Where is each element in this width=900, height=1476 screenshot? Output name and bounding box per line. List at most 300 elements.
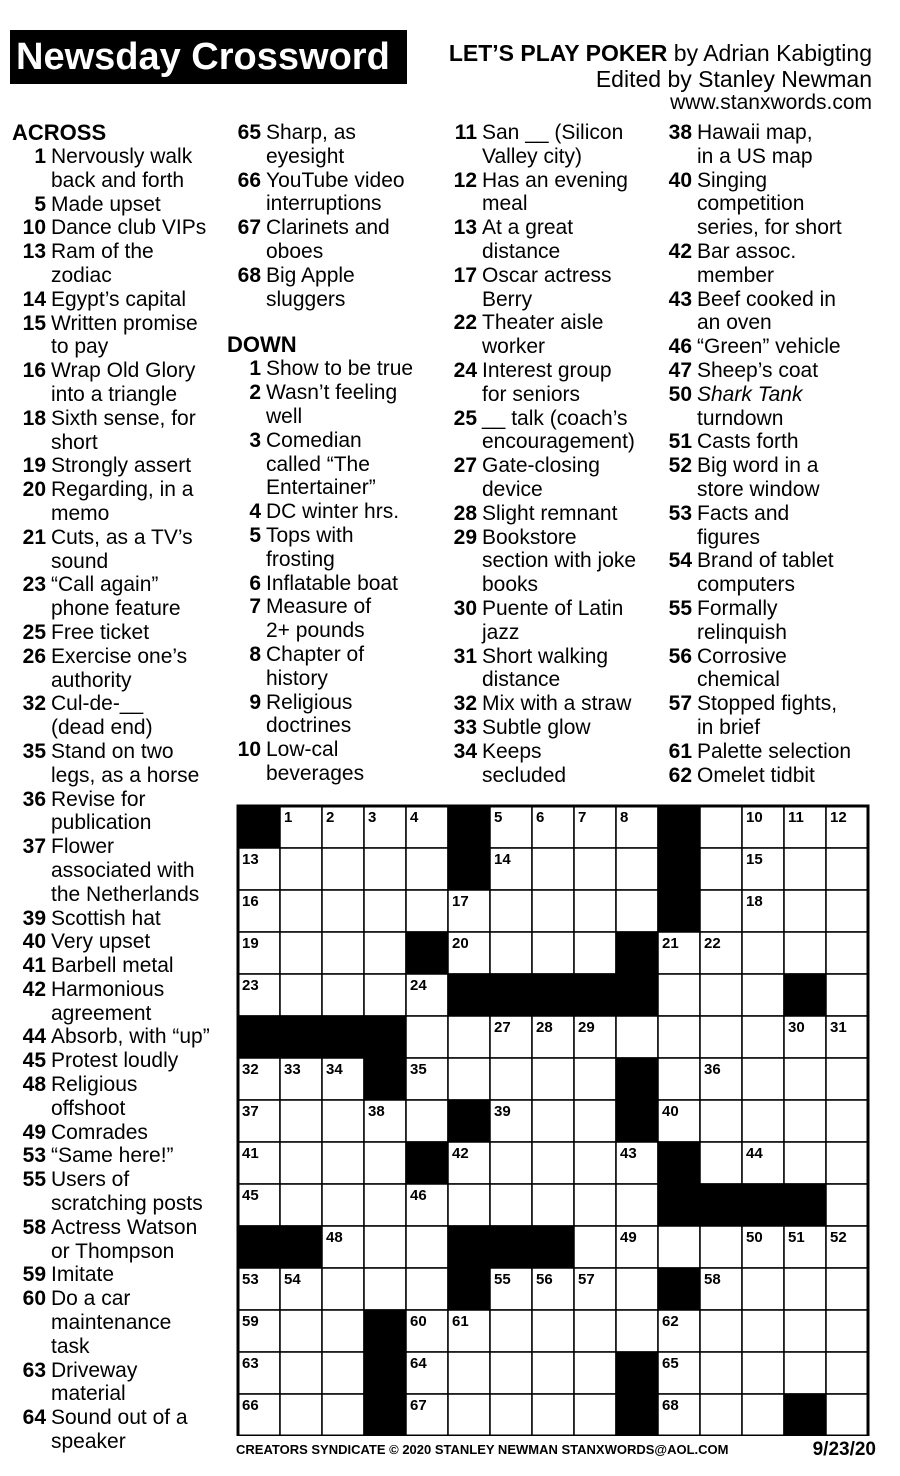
newspaper-title: Newsday Crossword <box>10 30 407 84</box>
grid-cell[interactable] <box>742 1352 784 1394</box>
grid-block <box>532 974 574 1016</box>
grid-cell[interactable] <box>784 1352 826 1394</box>
clue-number: 62 <box>668 763 692 787</box>
grid-cell[interactable] <box>700 806 742 848</box>
grid-cell[interactable] <box>700 890 742 932</box>
clue-text: Regarding, in a memo <box>51 478 194 525</box>
down-clue[interactable] <box>658 454 898 502</box>
across-clue[interactable] <box>12 835 237 906</box>
clue-text: Inflatable boat <box>266 571 398 595</box>
grid-cell[interactable] <box>574 848 616 890</box>
grid-cell[interactable] <box>784 932 826 974</box>
grid-cell[interactable] <box>826 1310 868 1352</box>
grid-cell[interactable] <box>364 848 406 890</box>
grid-cell[interactable] <box>406 848 448 890</box>
clue-number: 57 <box>668 692 692 716</box>
grid-cell[interactable] <box>280 848 322 890</box>
clue-number: 12 <box>453 168 477 192</box>
clue-text: Casts forth <box>697 430 799 454</box>
across-clue[interactable] <box>12 1263 237 1287</box>
clue-number: 22 <box>453 311 477 335</box>
grid-cell[interactable] <box>700 1226 742 1268</box>
grid-cell[interactable] <box>406 1268 448 1310</box>
grid-cell[interactable] <box>322 974 364 1016</box>
grid-cell[interactable] <box>280 1184 322 1226</box>
grid-block <box>364 1058 406 1100</box>
grid-cell[interactable] <box>448 1184 490 1226</box>
across-clue[interactable] <box>227 264 452 312</box>
clue-number: 54 <box>668 549 692 573</box>
grid-cell[interactable] <box>406 1100 448 1142</box>
cell-number: 42 <box>452 1145 469 1162</box>
grid-cell[interactable] <box>532 1394 574 1436</box>
grid-cell[interactable] <box>826 932 868 974</box>
down-clue[interactable] <box>443 526 668 597</box>
grid-cell[interactable] <box>784 1268 826 1310</box>
clue-number: 32 <box>22 692 46 716</box>
cell-number: 57 <box>578 1271 595 1288</box>
grid-cell[interactable] <box>826 1184 868 1226</box>
grid-cell[interactable] <box>784 1310 826 1352</box>
grid-cell[interactable] <box>490 932 532 974</box>
grid-cell[interactable] <box>574 1394 616 1436</box>
grid-cell[interactable] <box>574 1226 616 1268</box>
across-clue[interactable] <box>12 788 237 836</box>
grid-cell[interactable] <box>784 890 826 932</box>
grid-cell[interactable] <box>280 1100 322 1142</box>
grid-cell[interactable] <box>280 890 322 932</box>
down-clue[interactable] <box>227 381 452 429</box>
cell-number: 43 <box>620 1145 637 1162</box>
grid-cell[interactable] <box>364 1268 406 1310</box>
grid-cell[interactable] <box>532 1184 574 1226</box>
grid-cell[interactable] <box>322 890 364 932</box>
grid-cell[interactable] <box>490 1058 532 1100</box>
down-clue[interactable] <box>227 524 452 572</box>
clue-text: Subtle glow <box>482 715 591 739</box>
down-clue[interactable] <box>443 502 668 526</box>
across-clue[interactable] <box>12 621 237 645</box>
grid-cell[interactable] <box>280 974 322 1016</box>
down-clue[interactable] <box>658 764 898 788</box>
clue-text: Cuts, as a TV’s sound <box>51 525 193 573</box>
cell-number: 5 <box>494 809 503 826</box>
cell-number: 52 <box>830 1229 847 1246</box>
clue-text: Corrosive chemical <box>697 644 787 692</box>
cell-number: 61 <box>452 1313 469 1330</box>
grid-cell[interactable] <box>406 1016 448 1058</box>
down-clue[interactable] <box>658 359 898 383</box>
down-clue[interactable] <box>658 169 898 240</box>
grid-cell[interactable] <box>532 1100 574 1142</box>
across-clue[interactable] <box>227 169 452 217</box>
across-clue[interactable] <box>12 288 237 312</box>
cell-number: 68 <box>662 1397 679 1414</box>
down-clue[interactable] <box>227 691 452 739</box>
grid-cell[interactable] <box>784 1100 826 1142</box>
grid-cell[interactable] <box>406 1226 448 1268</box>
down-clue[interactable] <box>443 597 668 645</box>
clue-text: Sound out of a speaker <box>51 1406 188 1454</box>
grid-cell[interactable] <box>574 890 616 932</box>
clue-text: Singing competition series, for short <box>697 168 842 240</box>
cell-number: 64 <box>410 1355 427 1372</box>
across-clue[interactable] <box>227 216 452 264</box>
grid-cell[interactable] <box>742 932 784 974</box>
cell-number: 36 <box>704 1061 721 1078</box>
clue-number: 61 <box>668 739 692 763</box>
grid-cell[interactable] <box>322 848 364 890</box>
clue-text: “Green” vehicle <box>697 335 841 359</box>
grid-cell[interactable] <box>658 1058 700 1100</box>
down-clue[interactable] <box>443 454 668 502</box>
grid-cell[interactable] <box>280 1142 322 1184</box>
cell-number: 66 <box>242 1397 259 1414</box>
grid-cell[interactable] <box>574 1352 616 1394</box>
grid-cell[interactable] <box>700 1016 742 1058</box>
grid-cell[interactable] <box>826 1352 868 1394</box>
grid-cell[interactable] <box>658 974 700 1016</box>
grid-cell[interactable] <box>490 1142 532 1184</box>
grid-cell[interactable] <box>490 1394 532 1436</box>
cell-number: 28 <box>536 1019 553 1036</box>
clue-text: Very upset <box>51 930 151 954</box>
down-clue[interactable] <box>443 740 668 788</box>
cell-number: 23 <box>242 977 259 994</box>
grid-cell[interactable] <box>826 974 868 1016</box>
across-clue[interactable] <box>227 121 452 169</box>
cell-number: 7 <box>578 809 587 826</box>
down-clue[interactable] <box>227 595 452 643</box>
across-clue[interactable] <box>12 645 237 693</box>
grid-cell[interactable] <box>616 848 658 890</box>
cell-number: 53 <box>242 1271 259 1288</box>
down-clue[interactable] <box>443 359 668 407</box>
cell-number: 46 <box>410 1187 427 1204</box>
clue-number: 43 <box>668 287 692 311</box>
down-clue[interactable] <box>443 169 668 217</box>
grid-cell[interactable] <box>322 1184 364 1226</box>
grid-cell[interactable] <box>700 1394 742 1436</box>
grid-cell[interactable] <box>742 1016 784 1058</box>
grid-cell[interactable] <box>490 890 532 932</box>
grid-block <box>280 1226 322 1268</box>
across-clue[interactable] <box>12 1025 237 1049</box>
grid-cell[interactable] <box>280 932 322 974</box>
grid-cell[interactable] <box>490 1310 532 1352</box>
grid-cell[interactable] <box>364 974 406 1016</box>
down-clue[interactable] <box>443 716 668 740</box>
grid-cell[interactable] <box>574 1142 616 1184</box>
across-clue[interactable] <box>12 1359 237 1407</box>
cell-number: 6 <box>536 809 545 826</box>
grid-cell[interactable] <box>826 1268 868 1310</box>
across-clue[interactable] <box>12 526 237 574</box>
down-clue[interactable] <box>658 692 898 740</box>
grid-cell[interactable] <box>826 1394 868 1436</box>
clue-text: Theater aisle worker <box>482 311 604 359</box>
clue-number: 34 <box>453 739 477 763</box>
cell-number: 44 <box>746 1145 763 1162</box>
clue-text: Cul-de-__ (dead end) <box>51 692 153 740</box>
cell-number: 63 <box>242 1355 259 1372</box>
down-clue[interactable] <box>227 429 452 500</box>
clue-text: Exercise one’s authority <box>51 644 188 692</box>
grid-cell[interactable] <box>574 1310 616 1352</box>
clue-text: Tops with frosting <box>266 523 354 571</box>
clue-number: 63 <box>22 1358 46 1382</box>
grid-cell[interactable] <box>280 1310 322 1352</box>
down-clue[interactable] <box>658 121 898 169</box>
grid-cell[interactable] <box>574 1100 616 1142</box>
grid-cell[interactable] <box>364 1142 406 1184</box>
down-clue[interactable] <box>227 643 452 691</box>
grid-cell[interactable] <box>448 1016 490 1058</box>
cell-number: 48 <box>326 1229 343 1246</box>
grid-cell[interactable] <box>532 1058 574 1100</box>
grid-cell[interactable] <box>448 1352 490 1394</box>
grid-block <box>448 1100 490 1142</box>
clue-number: 30 <box>453 596 477 620</box>
grid-cell[interactable] <box>616 1184 658 1226</box>
down-clue[interactable] <box>443 311 668 359</box>
grid-cell[interactable] <box>532 1352 574 1394</box>
grid-cell[interactable] <box>322 1394 364 1436</box>
clue-text: Dance club VIPs <box>51 216 207 240</box>
clue-text: Wasn’t feeling well <box>266 381 398 428</box>
grid-cell[interactable] <box>490 1184 532 1226</box>
grid-block <box>658 1142 700 1184</box>
down-clue[interactable] <box>658 430 898 454</box>
across-clue[interactable] <box>12 1168 237 1216</box>
grid-cell[interactable] <box>826 848 868 890</box>
clue-text: Religious offshoot <box>51 1073 138 1120</box>
grid-cell[interactable] <box>616 890 658 932</box>
grid-cell[interactable] <box>532 1142 574 1184</box>
grid-cell[interactable] <box>322 1310 364 1352</box>
cell-number: 32 <box>242 1061 259 1078</box>
across-clue[interactable] <box>12 359 237 407</box>
grid-cell[interactable] <box>616 1310 658 1352</box>
grid-cell[interactable] <box>322 1268 364 1310</box>
grid-cell[interactable] <box>742 1310 784 1352</box>
cell-number: 17 <box>452 893 469 910</box>
clue-text: Facts and figures <box>697 501 790 549</box>
clue-text: Interest group for seniors <box>482 358 612 406</box>
across-clue[interactable] <box>12 1287 237 1358</box>
down-clue[interactable] <box>443 121 668 169</box>
grid-cell[interactable] <box>742 1268 784 1310</box>
across-clue[interactable] <box>12 478 237 526</box>
clue-number: 10 <box>237 738 261 762</box>
across-clue[interactable] <box>12 1144 237 1168</box>
across-clue[interactable] <box>12 930 237 954</box>
across-clue[interactable] <box>12 454 237 478</box>
grid-cell[interactable] <box>364 1226 406 1268</box>
grid-cell[interactable] <box>700 848 742 890</box>
clue-text: Brand of tablet computers <box>697 549 834 597</box>
clue-column-3 <box>443 121 668 787</box>
grid-cell[interactable] <box>826 1100 868 1142</box>
down-clue[interactable] <box>658 240 898 288</box>
down-clue[interactable] <box>443 407 668 455</box>
clue-number: 28 <box>453 501 477 525</box>
grid-cell[interactable] <box>364 1184 406 1226</box>
across-clue[interactable] <box>12 1073 237 1121</box>
grid-cell[interactable] <box>826 1142 868 1184</box>
grid-cell[interactable] <box>616 1268 658 1310</box>
down-clue[interactable] <box>658 645 898 693</box>
clue-text: Show to be true <box>266 357 414 381</box>
grid-block <box>406 932 448 974</box>
grid-cell[interactable] <box>280 1394 322 1436</box>
grid-block <box>658 1184 700 1226</box>
cell-number: 35 <box>410 1061 427 1078</box>
across-clue[interactable] <box>12 1121 237 1145</box>
across-clue[interactable] <box>12 1406 237 1454</box>
clue-text: Has an evening meal <box>482 168 628 216</box>
across-clue[interactable] <box>12 954 237 978</box>
clue-text: Flower associated with the Netherlands <box>51 835 200 906</box>
grid-cell[interactable] <box>658 1226 700 1268</box>
down-heading: DOWN <box>227 332 297 358</box>
across-clue[interactable] <box>12 907 237 931</box>
clue-number: 24 <box>453 358 477 382</box>
clue-text: Free ticket <box>51 620 150 644</box>
cell-number: 55 <box>494 1271 511 1288</box>
clue-text: Clarinets and oboes <box>266 216 390 263</box>
grid-cell[interactable] <box>448 1058 490 1100</box>
grid-cell[interactable] <box>700 1352 742 1394</box>
grid-cell[interactable] <box>322 932 364 974</box>
across-clue[interactable] <box>12 1049 237 1073</box>
grid-cell[interactable] <box>364 932 406 974</box>
grid-cell[interactable] <box>826 890 868 932</box>
across-clue[interactable] <box>12 573 237 621</box>
down-clue[interactable] <box>227 572 452 596</box>
clue-number: 4 <box>249 500 261 524</box>
down-clue[interactable] <box>443 692 668 716</box>
puzzle-website: www.stanxwords.com <box>670 91 872 114</box>
across-clue[interactable] <box>12 692 237 740</box>
grid-cell[interactable] <box>784 1058 826 1100</box>
clue-column-4 <box>658 121 898 787</box>
grid-cell[interactable] <box>406 890 448 932</box>
grid-cell[interactable] <box>700 1310 742 1352</box>
clue-text: Slight remnant <box>482 501 618 525</box>
clue-text: Big word in a store window <box>697 454 820 501</box>
grid-block <box>574 974 616 1016</box>
grid-cell[interactable] <box>532 848 574 890</box>
grid-cell[interactable] <box>322 1352 364 1394</box>
grid-cell[interactable] <box>658 1016 700 1058</box>
clue-number: 33 <box>453 715 477 739</box>
across-clue[interactable] <box>12 216 237 240</box>
grid-cell[interactable] <box>364 890 406 932</box>
down-clue[interactable] <box>443 216 668 264</box>
clue-number: 9 <box>249 690 261 714</box>
down-clue[interactable] <box>658 597 898 645</box>
grid-block <box>616 932 658 974</box>
down-clue[interactable] <box>443 264 668 312</box>
clue-number: 2 <box>249 381 261 405</box>
grid-cell[interactable] <box>532 1310 574 1352</box>
clue-text: Gate-closing device <box>482 454 600 501</box>
cell-number: 9 <box>662 809 671 826</box>
down-clue[interactable] <box>227 500 452 524</box>
cell-number: 40 <box>662 1103 679 1120</box>
across-clue[interactable] <box>12 740 237 788</box>
grid-cell[interactable] <box>742 1394 784 1436</box>
grid-cell[interactable] <box>700 974 742 1016</box>
grid-cell[interactable] <box>742 974 784 1016</box>
across-clue[interactable] <box>12 240 237 288</box>
grid-cell[interactable] <box>826 1058 868 1100</box>
grid-block <box>784 974 826 1016</box>
down-clue[interactable] <box>658 383 898 431</box>
grid-cell[interactable] <box>784 1142 826 1184</box>
grid-cell[interactable] <box>742 1100 784 1142</box>
clue-number: 64 <box>22 1406 46 1430</box>
down-clue[interactable] <box>227 357 452 381</box>
across-clue[interactable] <box>12 312 237 360</box>
down-clue[interactable] <box>443 645 668 693</box>
grid-cell[interactable] <box>532 932 574 974</box>
grid-cell[interactable] <box>700 1100 742 1142</box>
grid-block <box>658 1268 700 1310</box>
across-clue[interactable] <box>12 145 237 193</box>
grid-cell[interactable] <box>742 1058 784 1100</box>
grid-cell[interactable] <box>490 1352 532 1394</box>
clue-number: 50 <box>668 382 692 406</box>
across-clue[interactable] <box>12 978 237 1026</box>
grid-cell[interactable] <box>448 1394 490 1436</box>
cell-number: 3 <box>368 809 377 826</box>
across-clue[interactable] <box>12 407 237 455</box>
cell-number: 24 <box>410 977 427 994</box>
down-clue[interactable] <box>658 288 898 336</box>
grid-cell[interactable] <box>700 1142 742 1184</box>
cell-number: 18 <box>746 893 763 910</box>
grid-cell[interactable] <box>322 1100 364 1142</box>
clue-number: 29 <box>453 525 477 549</box>
clue-text: DC winter hrs. <box>266 500 400 524</box>
clue-text: Imitate <box>51 1263 115 1287</box>
down-clue[interactable] <box>227 738 452 786</box>
crossword-grid[interactable] <box>236 804 871 1436</box>
across-clue[interactable] <box>12 193 237 217</box>
down-clue[interactable] <box>658 335 898 359</box>
grid-cell[interactable] <box>280 1352 322 1394</box>
clue-number: 5 <box>34 192 46 216</box>
clue-number: 35 <box>22 739 46 763</box>
cell-number: 41 <box>242 1145 259 1162</box>
down-clue[interactable] <box>658 502 898 550</box>
clue-number: 31 <box>453 644 477 668</box>
grid-cell[interactable] <box>574 932 616 974</box>
down-clue[interactable] <box>658 549 898 597</box>
down-clue[interactable] <box>658 740 898 764</box>
grid-cell[interactable] <box>616 1016 658 1058</box>
grid-cell[interactable] <box>784 848 826 890</box>
grid-cell[interactable] <box>532 890 574 932</box>
grid-cell[interactable] <box>574 1058 616 1100</box>
clue-number: 26 <box>22 644 46 668</box>
across-clue[interactable] <box>12 1216 237 1264</box>
grid-cell[interactable] <box>322 1142 364 1184</box>
grid-cell[interactable] <box>574 1184 616 1226</box>
grid-block <box>448 806 490 848</box>
